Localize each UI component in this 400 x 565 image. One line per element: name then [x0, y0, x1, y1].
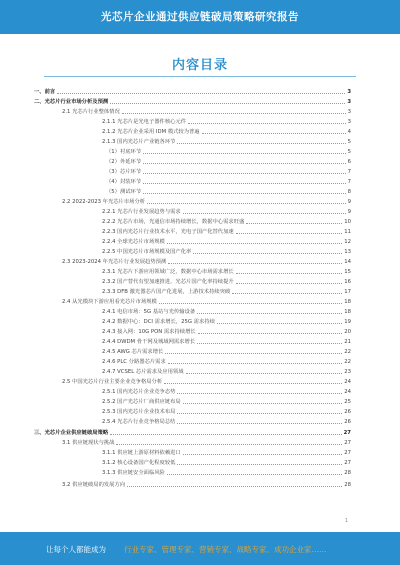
toc-entry[interactable]: 2.4.7 VCSEL 芯片需求及应用领域 23 — [102, 369, 351, 375]
toc-entry[interactable]: 3.2 供应链破局的发展方向 28 — [62, 482, 351, 488]
toc-entry[interactable]: （3）芯片环节 7 — [106, 169, 351, 175]
toc-entry[interactable]: 2.4.2 数据中心：DCI 需求增长，25G 需求持续 19 — [102, 319, 351, 325]
toc-entry[interactable]: 2.1.3 国内光芯片产业链各环节 5 — [102, 139, 351, 145]
toc-entry[interactable]: 2.2.1 光芯片行业发展趋势与需求 9 — [102, 209, 351, 215]
toc-entry[interactable]: 2.5.4 光芯片行业竞争格局总结 26 — [102, 419, 351, 425]
toc-entry[interactable]: （4）封装环节 7 — [106, 179, 351, 185]
toc-entry[interactable]: 2.4.3 接入网：10G PON 需求持续增长 20 — [102, 329, 351, 335]
report-footer — [0, 532, 400, 565]
toc-entry[interactable]: 2.4.5 AWG 芯片需求增长 22 — [102, 349, 351, 355]
toc-entry[interactable]: 二、光芯片行业市场分析及预测 3 — [34, 99, 351, 105]
toc-entry[interactable]: 2.2.3 国内光芯片行业技术水平，光电子国产化替代加速 11 — [102, 229, 351, 235]
footer-slogan-left: 让每个人都能成为 — [46, 545, 106, 554]
toc-entry[interactable]: 2.4 从光模块下游应用看光芯片市场规模 18 — [62, 299, 351, 305]
toc-entry[interactable]: （5）测试环节 8 — [106, 189, 351, 195]
toc-entry[interactable]: 2.4.1 电信市场：5G 基站与光传输设备 18 — [102, 309, 351, 315]
toc-entry[interactable]: 3.1.3 供应链安全面临风险 28 — [102, 470, 351, 476]
page-number: 1 — [344, 518, 348, 524]
toc-entry[interactable]: 3.1.2 核心设备国产化程度较低 27 — [102, 460, 351, 466]
toc-entry[interactable]: 2.4.6 PLC 分路器芯片需求 22 — [102, 359, 351, 365]
toc-entry[interactable]: 三、光芯片企业供应链破局策略 27 — [34, 430, 351, 436]
report-header — [0, 0, 400, 34]
toc-heading: 内容目录 — [171, 58, 228, 73]
toc-entry[interactable]: 2.2.4 全球光芯片市场规模 12 — [102, 239, 351, 245]
toc-entry[interactable]: 2.5.1 国内光芯片企业竞争态势 24 — [102, 389, 351, 395]
toc-entry[interactable]: （2）外延环节 6 — [106, 159, 351, 165]
toc-entry[interactable]: 2.3.3 DFB 激光器芯片国产化进展，上游技术持续突破 17 — [102, 289, 351, 295]
footer-slogan-right: 行业专家、管理专家、营销专家、战略专家、成功企业家…… — [124, 545, 327, 554]
report-title: 光芯片企业通过供应链破局策略研究报告 — [101, 11, 299, 23]
toc-entry[interactable]: 3.1.1 供应链上游原材料依赖进口 27 — [102, 450, 351, 456]
toc-heading-divider — [44, 76, 356, 77]
toc-entry[interactable]: 2.3.2 国产替代有望加速推进，光芯片国产化率持续提升 16 — [102, 279, 351, 285]
toc-entry[interactable]: 2.2.5 中国光芯片市场规模及国产化率 13 — [102, 249, 351, 255]
toc-entry[interactable]: （1）衬底环节 5 — [106, 149, 351, 155]
toc-entry[interactable]: 2.3 2023-2024 年光芯片行业发展趋势预测 14 — [62, 259, 351, 265]
toc-entry[interactable]: 2.1 光芯片行业整体情况 3 — [62, 109, 351, 115]
toc-entry[interactable]: 2.1.2 光芯片企业采用 IDM 模式较为普遍 4 — [102, 129, 351, 135]
toc-entry[interactable]: 3.1 供应链现状与挑战 27 — [62, 440, 351, 446]
toc-entry[interactable]: 2.2.2 光芯片市场，光通信市场持续增长，数据中心需求旺盛 10 — [102, 219, 351, 225]
toc-entry[interactable]: 2.5 中国光芯片行业主要企业竞争格局分析 24 — [62, 379, 351, 385]
toc-entry[interactable]: 2.4.4 DWDM 骨干网及城域网需求增长 21 — [102, 339, 351, 345]
toc-entry[interactable]: 2.1.1 光芯片是光电子器件核心元件 3 — [102, 119, 351, 125]
toc-entry[interactable]: 2.3.1 光芯片下游应用领域广泛，数据中心市场需求增长 15 — [102, 269, 351, 275]
toc-entry[interactable]: 2.5.2 国产光芯片厂商供应链布局 25 — [102, 399, 351, 405]
toc-entry[interactable]: 一、前言 3 — [34, 89, 351, 95]
toc-entry[interactable]: 2.2 2022-2023 年光芯片市场分析 9 — [62, 199, 351, 205]
toc-entry[interactable]: 2.5.3 国内光芯片企业技术布局 26 — [102, 409, 351, 415]
